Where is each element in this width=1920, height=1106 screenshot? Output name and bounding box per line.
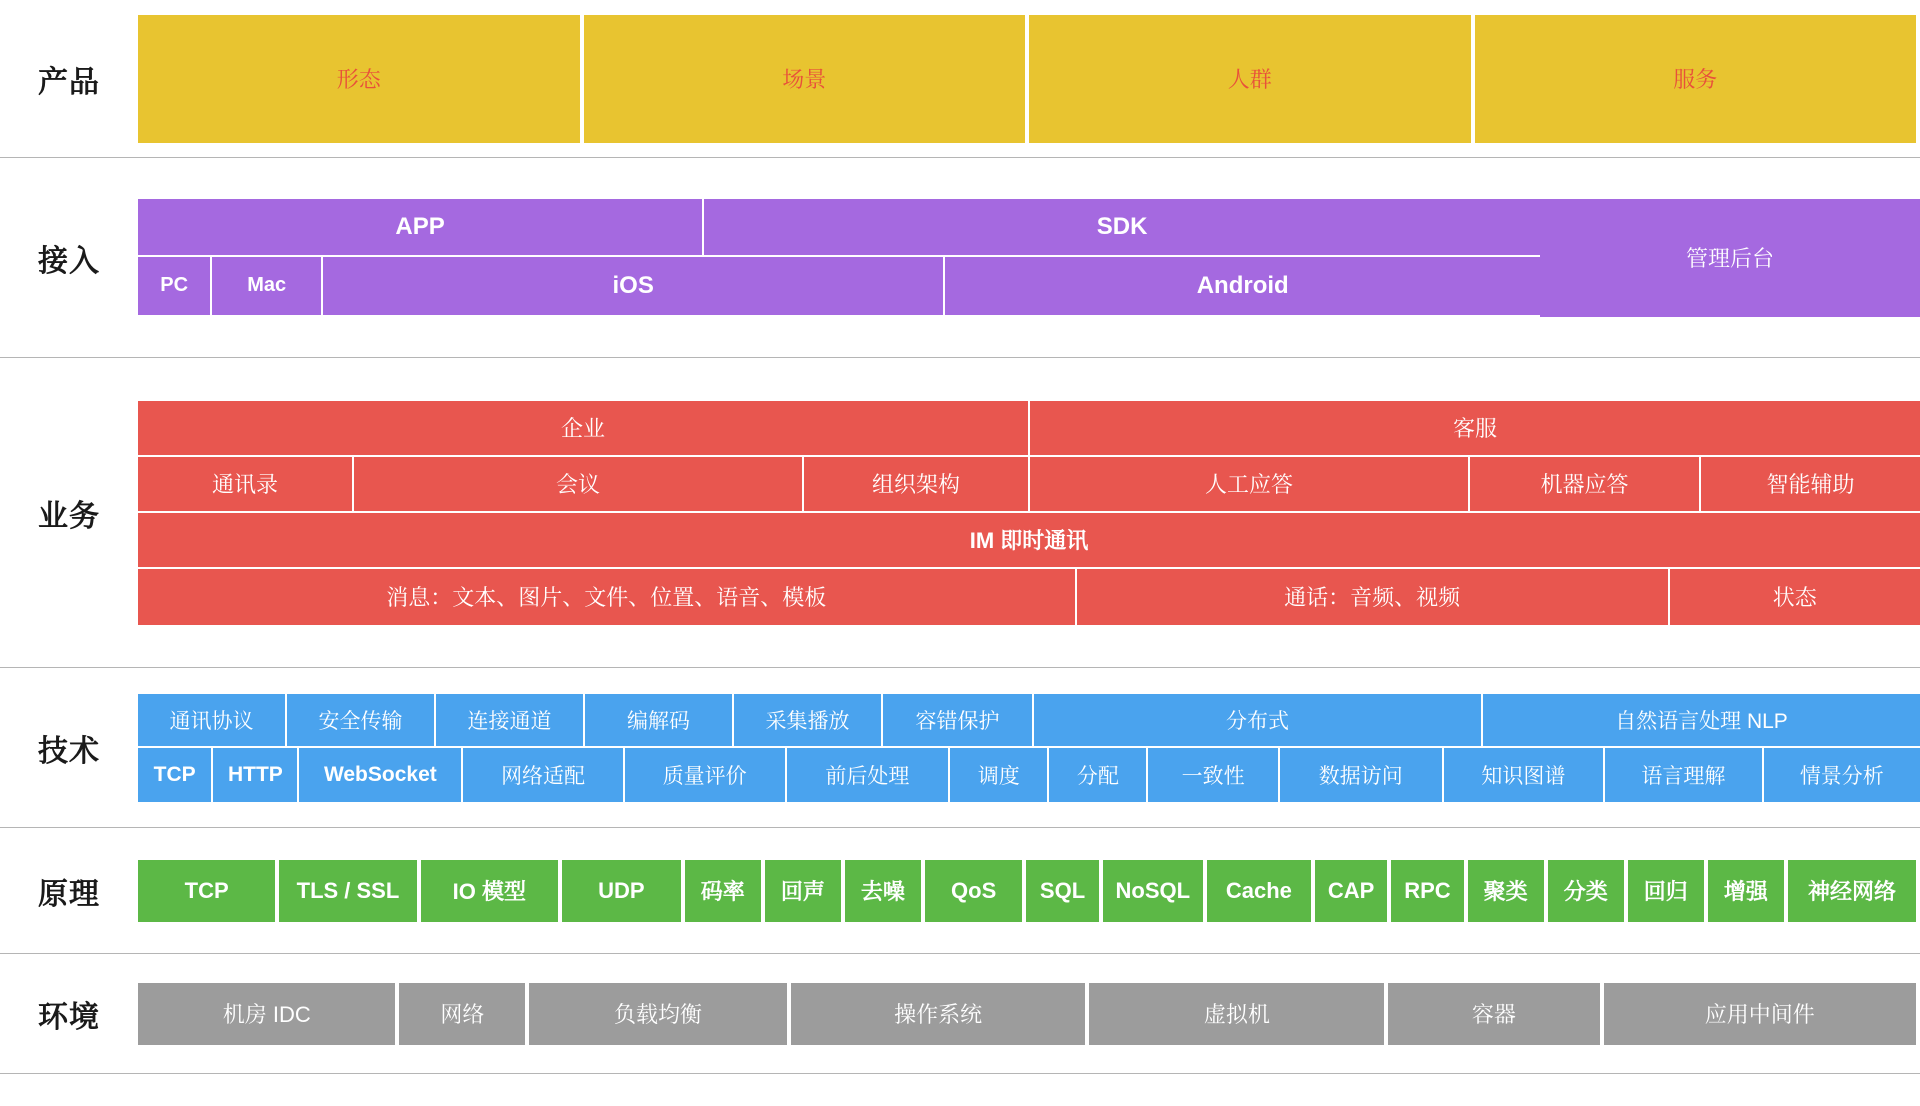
- cell-tech-pre-post-processing[interactable]: 前后处理: [787, 748, 951, 802]
- layer-label-principle: 原理: [38, 877, 100, 911]
- cell-principle-rpc[interactable]: RPC: [1391, 860, 1467, 922]
- cell-access-admin-console[interactable]: 管理后台: [1540, 199, 1920, 317]
- diagram-row: [138, 694, 1920, 748]
- cell-access-app[interactable]: APP: [138, 199, 704, 257]
- cell-business-human-response[interactable]: 人工应答: [1030, 457, 1470, 513]
- cell-principle-io-model[interactable]: IO 模型: [421, 860, 562, 922]
- diagram-row: [138, 860, 1920, 922]
- diagram-row: [138, 748, 1920, 802]
- cell-business-bot-response[interactable]: 机器应答: [1470, 457, 1701, 513]
- layer-body-environment: [138, 983, 1920, 1045]
- access-grid: [138, 199, 1920, 317]
- cell-tech-language-understanding[interactable]: 语言理解: [1605, 748, 1763, 802]
- layer-access: [0, 158, 1920, 358]
- cell-principle-sql[interactable]: SQL: [1026, 860, 1102, 922]
- access-left-group: [138, 199, 1540, 317]
- layer-label-access: 接入: [38, 244, 100, 278]
- cell-tech-websocket[interactable]: WebSocket: [299, 748, 463, 802]
- diagram-row: [138, 199, 1540, 257]
- cell-principle-nosql[interactable]: NoSQL: [1103, 860, 1207, 922]
- cell-product-audience[interactable]: 人群: [1029, 15, 1475, 143]
- cell-access-pc[interactable]: PC: [138, 257, 212, 315]
- cell-principle-bitrate[interactable]: 码率: [685, 860, 765, 922]
- layer-product: [0, 0, 1920, 158]
- cell-access-android[interactable]: Android: [945, 257, 1540, 315]
- cell-access-ios[interactable]: iOS: [323, 257, 945, 315]
- layer-body-business: [138, 401, 1920, 625]
- cell-tech-nlp[interactable]: 自然语言处理 NLP: [1483, 694, 1920, 748]
- cell-principle-noise-reduction[interactable]: 去噪: [845, 860, 925, 922]
- cell-business-contacts[interactable]: 通讯录: [138, 457, 354, 513]
- diagram-row: [138, 457, 1920, 513]
- cell-tech-connection-channel[interactable]: 连接通道: [436, 694, 585, 748]
- cell-env-vm[interactable]: 虚拟机: [1089, 983, 1388, 1045]
- cell-env-idc[interactable]: 机房 IDC: [138, 983, 399, 1045]
- cell-tech-fault-tolerance[interactable]: 容错保护: [883, 694, 1034, 748]
- cell-tech-distributed[interactable]: 分布式: [1034, 694, 1483, 748]
- cell-tech-allocation[interactable]: 分配: [1049, 748, 1148, 802]
- cell-principle-tls-ssl[interactable]: TLS / SSL: [279, 860, 420, 922]
- layer-label-business: 业务: [38, 499, 100, 533]
- cell-env-os[interactable]: 操作系统: [791, 983, 1090, 1045]
- cell-principle-regression[interactable]: 回归: [1628, 860, 1708, 922]
- layer-body-product: [138, 15, 1920, 143]
- cell-business-meeting[interactable]: 会议: [354, 457, 804, 513]
- cell-env-load-balancing[interactable]: 负载均衡: [529, 983, 790, 1045]
- cell-tech-quality-eval[interactable]: 质量评价: [625, 748, 787, 802]
- layer-label-tech: 技术: [38, 734, 100, 768]
- cell-principle-cache[interactable]: Cache: [1207, 860, 1315, 922]
- cell-business-enterprise[interactable]: 企业: [138, 401, 1030, 457]
- layer-business: [0, 358, 1920, 668]
- layer-body-tech: [138, 694, 1920, 802]
- layer-principle: [0, 828, 1920, 954]
- cell-principle-neural-network[interactable]: 神经网络: [1788, 860, 1920, 922]
- cell-business-call[interactable]: 通话：音频、视频: [1077, 569, 1670, 625]
- cell-tech-data-access[interactable]: 数据访问: [1280, 748, 1444, 802]
- cell-access-mac[interactable]: Mac: [212, 257, 323, 315]
- cell-tech-protocol[interactable]: 通讯协议: [138, 694, 287, 748]
- cell-business-smart-assist[interactable]: 智能辅助: [1701, 457, 1920, 513]
- cell-principle-clustering[interactable]: 聚类: [1468, 860, 1548, 922]
- layer-label-product: 产品: [38, 65, 100, 99]
- cell-tech-knowledge-graph[interactable]: 知识图谱: [1444, 748, 1606, 802]
- layer-label-environment: 环境: [38, 1000, 100, 1034]
- cell-tech-context-analysis[interactable]: 情景分析: [1764, 748, 1920, 802]
- layer-environment: [0, 954, 1920, 1074]
- cell-tech-consistency[interactable]: 一致性: [1148, 748, 1279, 802]
- diagram-row: [138, 513, 1920, 569]
- cell-tech-codec[interactable]: 编解码: [585, 694, 734, 748]
- cell-principle-reinforcement[interactable]: 增强: [1708, 860, 1788, 922]
- layer-body-principle: [138, 860, 1920, 922]
- cell-product-service[interactable]: 服务: [1475, 15, 1920, 143]
- cell-business-message[interactable]: 消息：文本、图片、文件、位置、语音、模板: [138, 569, 1077, 625]
- cell-principle-echo[interactable]: 回声: [765, 860, 845, 922]
- cell-env-container[interactable]: 容器: [1388, 983, 1603, 1045]
- cell-principle-classification[interactable]: 分类: [1548, 860, 1628, 922]
- cell-product-scene[interactable]: 场景: [584, 15, 1030, 143]
- cell-business-customer-service[interactable]: 客服: [1030, 401, 1920, 457]
- cell-principle-tcp[interactable]: TCP: [138, 860, 279, 922]
- cell-access-sdk[interactable]: SDK: [704, 199, 1540, 257]
- cell-business-org-structure[interactable]: 组织架构: [804, 457, 1030, 513]
- cell-principle-qos[interactable]: QoS: [925, 860, 1026, 922]
- cell-tech-capture-playback[interactable]: 采集播放: [734, 694, 883, 748]
- cell-principle-cap[interactable]: CAP: [1315, 860, 1391, 922]
- cell-tech-http[interactable]: HTTP: [213, 748, 299, 802]
- cell-tech-secure-transport[interactable]: 安全传输: [287, 694, 436, 748]
- cell-principle-udp[interactable]: UDP: [562, 860, 685, 922]
- diagram-row: [138, 15, 1920, 143]
- cell-tech-tcp[interactable]: TCP: [138, 748, 213, 802]
- cell-business-status[interactable]: 状态: [1670, 569, 1920, 625]
- cell-business-im[interactable]: IM 即时通讯: [138, 513, 1920, 569]
- cell-product-form[interactable]: 形态: [138, 15, 584, 143]
- cell-tech-network-adaptation[interactable]: 网络适配: [463, 748, 625, 802]
- diagram-row: [138, 257, 1540, 315]
- diagram-row: [138, 401, 1920, 457]
- layer-body-access: [138, 199, 1920, 317]
- layer-tech: [0, 668, 1920, 828]
- cell-env-middleware[interactable]: 应用中间件: [1604, 983, 1920, 1045]
- cell-tech-scheduling[interactable]: 调度: [950, 748, 1049, 802]
- diagram-row: [138, 569, 1920, 625]
- cell-env-network[interactable]: 网络: [399, 983, 529, 1045]
- diagram-row: [138, 983, 1920, 1045]
